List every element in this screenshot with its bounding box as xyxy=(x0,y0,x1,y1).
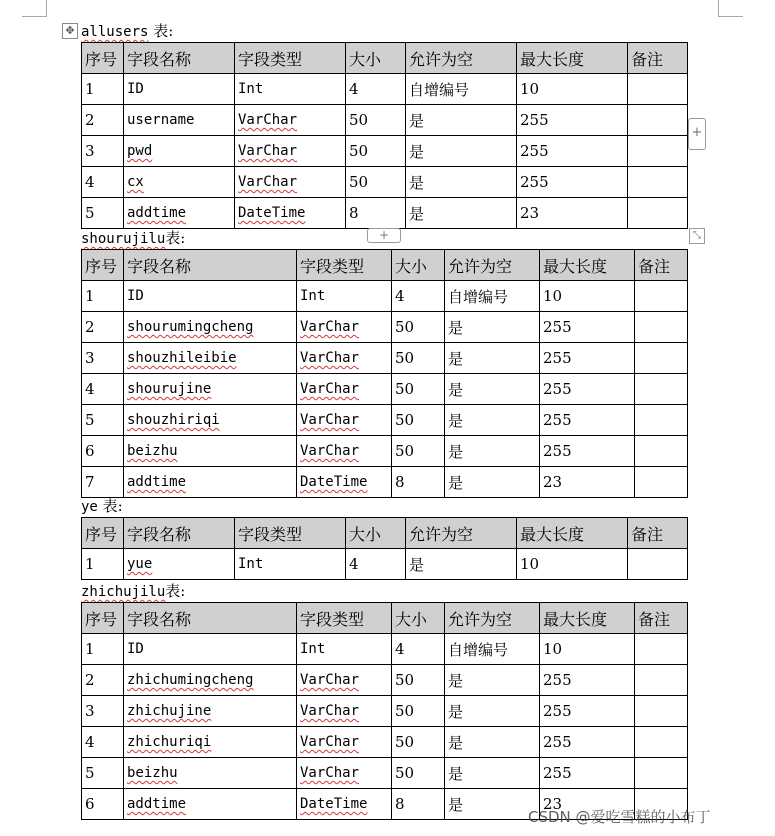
table-cell[interactable] xyxy=(635,343,688,374)
table-cell[interactable]: 23 xyxy=(517,198,628,229)
table-row xyxy=(82,281,688,312)
cell-text: DateTime xyxy=(300,796,368,812)
table-cell[interactable] xyxy=(628,74,688,105)
table-cell[interactable] xyxy=(124,136,235,167)
table-cell[interactable] xyxy=(635,436,688,467)
column-header: 最大长度 xyxy=(540,250,635,281)
table-cell[interactable] xyxy=(297,343,392,374)
table-cell[interactable] xyxy=(628,549,688,580)
table-suffix: 表: xyxy=(165,582,186,600)
cell-text: addtime xyxy=(127,205,187,221)
cell-text: VarChar xyxy=(300,765,360,781)
cell-text: yue xyxy=(127,556,153,572)
cell-text: cx xyxy=(127,174,144,190)
table-row xyxy=(82,665,688,696)
column-header: 允许为空 xyxy=(406,43,517,74)
table-cell[interactable]: 255 xyxy=(540,758,635,789)
table-cell[interactable]: 是 xyxy=(406,167,517,198)
table-cell[interactable]: 255 xyxy=(540,374,635,405)
table-suffix: 表: xyxy=(148,22,174,40)
table-cell[interactable] xyxy=(124,74,235,105)
column-header: 字段类型 xyxy=(235,518,346,549)
column-header: 最大长度 xyxy=(517,518,628,549)
table-cell[interactable] xyxy=(297,696,392,727)
column-header: 字段名称 xyxy=(124,518,235,549)
cell-text: VarChar xyxy=(300,703,360,719)
table-cell[interactable]: 5 xyxy=(82,758,124,789)
table-cell[interactable] xyxy=(124,281,297,312)
table-cell[interactable] xyxy=(235,198,346,229)
table-cell[interactable]: 1 xyxy=(82,549,124,580)
table-cell[interactable] xyxy=(124,696,297,727)
table-cell[interactable]: 50 xyxy=(392,758,445,789)
table-cell[interactable]: 8 xyxy=(346,198,406,229)
table-cell[interactable]: 4 xyxy=(82,727,124,758)
cell-text: pwd xyxy=(127,143,153,159)
table-zhichujilu xyxy=(81,602,688,820)
table-row xyxy=(82,549,688,580)
cell-text: Int xyxy=(238,556,264,572)
table-cell[interactable] xyxy=(297,789,392,820)
table-row xyxy=(82,405,688,436)
table-cell[interactable]: 是 xyxy=(406,136,517,167)
cell-text: Int xyxy=(300,641,326,657)
cell-text: VarChar xyxy=(300,443,360,459)
column-header: 字段名称 xyxy=(124,43,235,74)
table-cell[interactable] xyxy=(635,696,688,727)
table-cell[interactable]: 是 xyxy=(445,696,540,727)
table-cell[interactable] xyxy=(635,758,688,789)
table-ye xyxy=(81,517,688,580)
table-cell[interactable] xyxy=(235,74,346,105)
table-cell[interactable]: 5 xyxy=(82,198,124,229)
table-resize-handle-icon[interactable]: ⤡ xyxy=(689,228,705,244)
table-cell[interactable] xyxy=(124,436,297,467)
column-header: 序号 xyxy=(82,518,124,549)
table-allusers xyxy=(81,42,688,229)
table-cell[interactable]: 1 xyxy=(82,74,124,105)
column-header: 最大长度 xyxy=(517,43,628,74)
table-cell[interactable]: 50 xyxy=(392,405,445,436)
table-cell[interactable]: 255 xyxy=(540,727,635,758)
table-cell[interactable] xyxy=(635,374,688,405)
table-cell[interactable] xyxy=(635,467,688,498)
column-header: 字段名称 xyxy=(124,250,297,281)
table-cell[interactable] xyxy=(297,312,392,343)
table-cell[interactable]: 255 xyxy=(517,136,628,167)
table-row xyxy=(82,727,688,758)
table-name: shourujilu xyxy=(81,231,166,247)
table-cell[interactable]: 3 xyxy=(82,136,124,167)
table-cell[interactable] xyxy=(628,198,688,229)
cell-text: addtime xyxy=(127,796,187,812)
cell-text: shourumingcheng xyxy=(127,319,254,335)
cell-text: zhichuriqi xyxy=(127,734,212,750)
table-cell[interactable] xyxy=(297,281,392,312)
table-caption-ye xyxy=(81,497,123,516)
cell-text: username xyxy=(127,112,195,128)
cell-text: beizhu xyxy=(127,443,178,459)
table-cell[interactable]: 50 xyxy=(392,696,445,727)
table-cell[interactable]: 50 xyxy=(392,436,445,467)
table-name: allusers xyxy=(81,24,149,40)
cell-text: VarChar xyxy=(300,350,360,366)
table-cell[interactable]: 4 xyxy=(82,167,124,198)
cell-text: ID xyxy=(127,288,144,304)
column-header: 大小 xyxy=(346,43,406,74)
table-cell[interactable]: 10 xyxy=(540,281,635,312)
table-cell[interactable] xyxy=(635,665,688,696)
column-header: 大小 xyxy=(392,250,445,281)
table-row xyxy=(82,136,688,167)
table-cell[interactable] xyxy=(124,467,297,498)
table-header-row xyxy=(82,518,688,549)
table-row xyxy=(82,167,688,198)
table-cell[interactable] xyxy=(235,167,346,198)
table-cell[interactable] xyxy=(628,167,688,198)
table-cell[interactable] xyxy=(124,549,235,580)
table-cell[interactable] xyxy=(297,634,392,665)
table-cell[interactable]: 6 xyxy=(82,789,124,820)
column-header: 允许为空 xyxy=(406,518,517,549)
cell-text: zhichumingcheng xyxy=(127,672,254,688)
table-cell[interactable]: 是 xyxy=(406,198,517,229)
table-cell[interactable]: 自增编号 xyxy=(445,281,540,312)
table-cell[interactable]: 是 xyxy=(445,467,540,498)
table-row xyxy=(82,343,688,374)
table-row xyxy=(82,312,688,343)
cell-text: ID xyxy=(127,81,144,97)
table-cell[interactable]: 23 xyxy=(540,789,635,820)
table-cell[interactable] xyxy=(235,136,346,167)
table-cell[interactable]: 8 xyxy=(392,467,445,498)
table-cell[interactable]: 是 xyxy=(445,789,540,820)
table-cell[interactable] xyxy=(124,343,297,374)
column-header: 备注 xyxy=(635,250,688,281)
table-cell[interactable] xyxy=(297,405,392,436)
table-cell[interactable]: 10 xyxy=(517,74,628,105)
cell-text: VarChar xyxy=(300,672,360,688)
table-caption-allusers xyxy=(81,22,173,41)
table-cell[interactable]: 255 xyxy=(540,665,635,696)
table-cell[interactable] xyxy=(628,105,688,136)
table-cell[interactable]: 50 xyxy=(346,136,406,167)
table-cell[interactable] xyxy=(124,789,297,820)
table-cell[interactable]: 1 xyxy=(82,281,124,312)
cell-text: Int xyxy=(300,288,326,304)
cell-text: ID xyxy=(127,641,144,657)
table-row xyxy=(82,436,688,467)
table-cell[interactable]: 10 xyxy=(540,634,635,665)
table-cell[interactable]: 255 xyxy=(540,405,635,436)
table-cell[interactable]: 5 xyxy=(82,405,124,436)
column-header: 允许为空 xyxy=(445,603,540,634)
column-header: 字段名称 xyxy=(124,603,297,634)
cell-text: DateTime xyxy=(238,205,306,221)
table-cell[interactable] xyxy=(297,665,392,696)
column-header: 允许为空 xyxy=(445,250,540,281)
table-name: zhichujilu xyxy=(81,584,166,600)
table-cell[interactable]: 自增编号 xyxy=(406,74,517,105)
table-cell[interactable] xyxy=(124,374,297,405)
table-cell[interactable] xyxy=(297,374,392,405)
table-cell[interactable] xyxy=(124,758,297,789)
table-cell[interactable]: 50 xyxy=(392,312,445,343)
cell-text: VarChar xyxy=(238,143,298,159)
table-cell[interactable]: 4 xyxy=(346,549,406,580)
column-header: 字段类型 xyxy=(297,250,392,281)
cell-text: VarChar xyxy=(300,412,360,428)
table-header-row xyxy=(82,603,688,634)
table-cell[interactable] xyxy=(124,312,297,343)
table-cell[interactable]: 50 xyxy=(392,665,445,696)
table-cell[interactable]: 2 xyxy=(82,105,124,136)
table-cell[interactable]: 255 xyxy=(540,312,635,343)
page-corner-mark-left xyxy=(22,0,47,17)
table-cell[interactable]: 是 xyxy=(445,312,540,343)
cell-text: shouzhiriqi xyxy=(127,412,220,428)
table-cell[interactable]: 8 xyxy=(392,789,445,820)
table-row xyxy=(82,758,688,789)
table-cell[interactable]: 50 xyxy=(346,167,406,198)
table-cell[interactable] xyxy=(628,136,688,167)
column-header: 字段类型 xyxy=(235,43,346,74)
table-cell[interactable]: 10 xyxy=(517,549,628,580)
table-cell[interactable]: 255 xyxy=(540,343,635,374)
table-cell[interactable]: 50 xyxy=(392,374,445,405)
table-row xyxy=(82,105,688,136)
table-cell[interactable] xyxy=(297,727,392,758)
table-row xyxy=(82,696,688,727)
cell-text: beizhu xyxy=(127,765,178,781)
table-cell[interactable] xyxy=(235,105,346,136)
table-cell[interactable] xyxy=(124,727,297,758)
table-cell[interactable] xyxy=(635,727,688,758)
cell-text: VarChar xyxy=(238,174,298,190)
table-cell[interactable] xyxy=(635,405,688,436)
table-cell[interactable]: 是 xyxy=(406,105,517,136)
table-caption-zhichujilu xyxy=(81,582,185,601)
cell-text: VarChar xyxy=(238,112,298,128)
table-row xyxy=(82,74,688,105)
table-cell[interactable]: 自增编号 xyxy=(445,634,540,665)
table-cell[interactable]: 是 xyxy=(445,758,540,789)
cell-text: zhichujine xyxy=(127,703,212,719)
table-cell[interactable]: 23 xyxy=(540,467,635,498)
table-header-row xyxy=(82,250,688,281)
table-cell[interactable]: 255 xyxy=(517,167,628,198)
table-cell[interactable]: 是 xyxy=(445,727,540,758)
table-cell[interactable]: 1 xyxy=(82,634,124,665)
add-column-button[interactable]: + xyxy=(688,118,706,150)
table-cell[interactable]: 4 xyxy=(346,74,406,105)
column-header: 备注 xyxy=(635,603,688,634)
column-header: 大小 xyxy=(346,518,406,549)
table-cell[interactable] xyxy=(124,634,297,665)
column-header: 序号 xyxy=(82,43,124,74)
table-cell[interactable] xyxy=(635,634,688,665)
column-header: 序号 xyxy=(82,250,124,281)
table-cell[interactable]: 50 xyxy=(392,343,445,374)
table-cell[interactable] xyxy=(124,665,297,696)
table-name: ye xyxy=(81,499,98,515)
cell-text: shourujine xyxy=(127,381,212,397)
table-cell[interactable]: 6 xyxy=(82,436,124,467)
table-cell[interactable]: 4 xyxy=(82,374,124,405)
add-row-button[interactable]: + xyxy=(367,228,401,243)
table-cell[interactable] xyxy=(124,167,235,198)
table-cell[interactable]: 255 xyxy=(540,436,635,467)
column-header: 大小 xyxy=(392,603,445,634)
cell-text: VarChar xyxy=(300,319,360,335)
table-cell[interactable]: 3 xyxy=(82,343,124,374)
watermark: CSDN @爱吃雪糕的小布丁 xyxy=(528,808,711,826)
table-cell[interactable] xyxy=(297,758,392,789)
table-cell[interactable]: 是 xyxy=(445,436,540,467)
table-cell[interactable]: 7 xyxy=(82,467,124,498)
table-row xyxy=(82,198,688,229)
table-cell[interactable]: 255 xyxy=(517,105,628,136)
table-cell[interactable]: 4 xyxy=(392,281,445,312)
table-cell[interactable] xyxy=(235,549,346,580)
table-cell[interactable]: 3 xyxy=(82,696,124,727)
table-cell[interactable]: 50 xyxy=(392,727,445,758)
column-header: 备注 xyxy=(628,43,688,74)
table-cell[interactable] xyxy=(635,312,688,343)
table-row xyxy=(82,634,688,665)
cell-text: shouzhileibie xyxy=(127,350,237,366)
table-cell[interactable] xyxy=(635,281,688,312)
table-cell[interactable]: 255 xyxy=(540,696,635,727)
table-cell[interactable]: 是 xyxy=(445,665,540,696)
table-caption-shourujilu xyxy=(81,229,185,248)
page-corner-mark-right xyxy=(718,0,743,17)
cell-text: VarChar xyxy=(300,381,360,397)
column-header: 序号 xyxy=(82,603,124,634)
table-cell[interactable] xyxy=(124,105,235,136)
table-cell[interactable] xyxy=(124,405,297,436)
cell-text: VarChar xyxy=(300,734,360,750)
column-header: 最大长度 xyxy=(540,603,635,634)
table-cell[interactable]: 2 xyxy=(82,312,124,343)
table-move-handle-icon[interactable]: ✥ xyxy=(62,23,78,39)
cell-text: Int xyxy=(238,81,264,97)
column-header: 备注 xyxy=(628,518,688,549)
table-cell[interactable] xyxy=(297,436,392,467)
column-header: 字段类型 xyxy=(297,603,392,634)
table-cell[interactable] xyxy=(297,467,392,498)
table-suffix: 表: xyxy=(97,497,123,515)
table-suffix: 表: xyxy=(165,229,186,247)
table-cell[interactable]: 是 xyxy=(445,374,540,405)
table-cell[interactable]: 是 xyxy=(445,343,540,374)
table-cell[interactable]: 是 xyxy=(406,549,517,580)
table-cell[interactable]: 4 xyxy=(392,634,445,665)
table-header-row xyxy=(82,43,688,74)
table-row xyxy=(82,374,688,405)
table-cell[interactable]: 2 xyxy=(82,665,124,696)
table-shourujilu xyxy=(81,249,688,498)
table-row xyxy=(82,467,688,498)
table-cell[interactable] xyxy=(124,198,235,229)
table-cell[interactable]: 50 xyxy=(346,105,406,136)
table-cell[interactable]: 是 xyxy=(445,405,540,436)
cell-text: DateTime xyxy=(300,474,368,490)
cell-text: addtime xyxy=(127,474,187,490)
